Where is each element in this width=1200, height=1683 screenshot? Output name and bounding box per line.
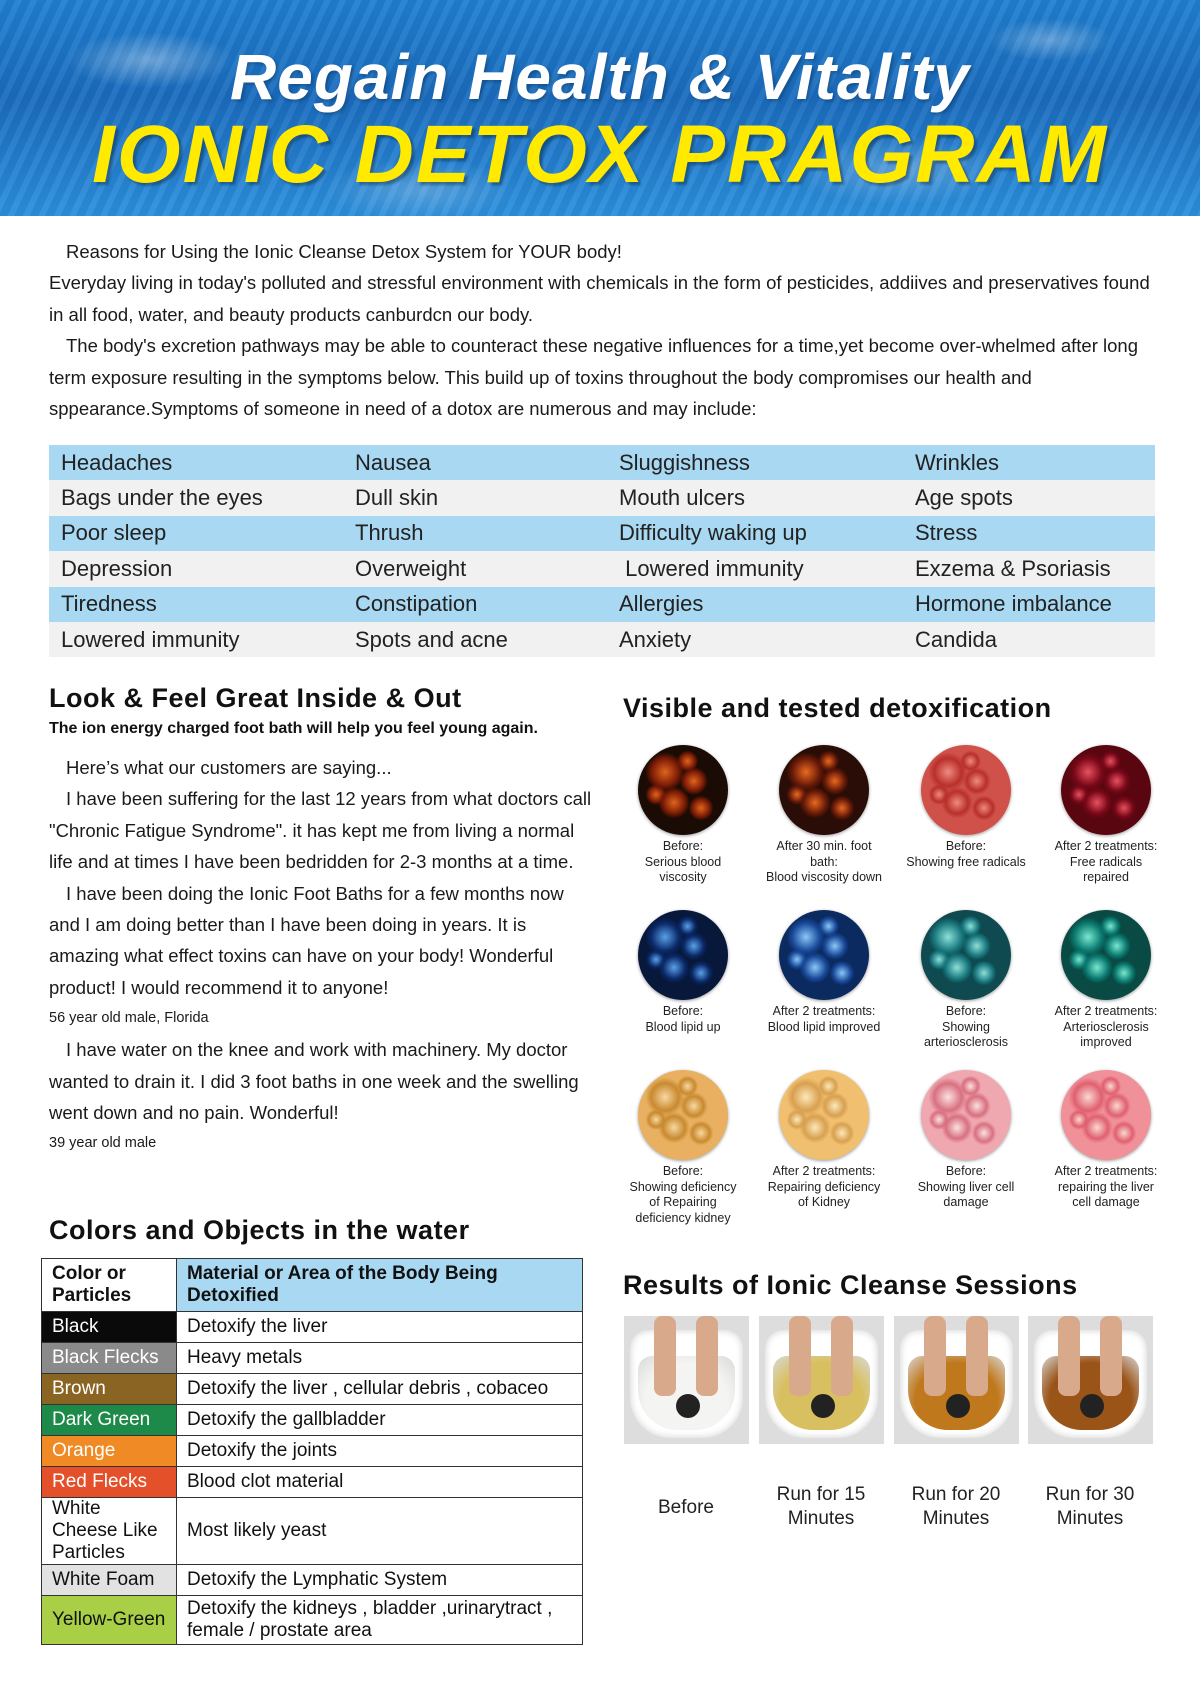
symptom-item: Headaches: [61, 449, 173, 475]
result-label: Run for 30 Minutes: [1045, 1484, 1135, 1529]
symptom-item: Mouth ulcers: [619, 485, 745, 511]
intro-text: [49, 236, 1169, 424]
symptoms-table: [49, 445, 1155, 657]
symptom-item: Tiredness: [61, 591, 157, 617]
color-name: Brown: [42, 1374, 177, 1405]
colors-header-col2: Material or Area of the Body Being Detoxified: [177, 1259, 583, 1312]
symptom-item: Thrush: [355, 520, 424, 546]
symptom-item: Lowered immunity: [619, 555, 804, 581]
color-meaning: Most likely yeast: [177, 1498, 583, 1565]
color-row: [42, 1565, 583, 1596]
symptom-item: Stress: [915, 520, 978, 546]
testimonial-1a: I have been suffering for the last 12 years from what doctors call "Chronic Fatigue Syndrome". it has kept me from living a normal life and at times I have been bedridden for 2-3 months at a time.: [49, 788, 592, 873]
color-meaning: Heavy metals: [177, 1343, 583, 1374]
detox-image-caption: After 30 min. foot bath: Blood viscosity down: [765, 839, 883, 884]
microscope-image: [921, 910, 1011, 1000]
detox-image-cell: [1035, 910, 1177, 1051]
symptom-item: Candida: [915, 626, 997, 652]
microscope-image: [1061, 910, 1151, 1000]
intro-p2: Everyday living in today's polluted and stressful environment with chemicals in the form of pesticides, addiives and preservatives found in all food, water, and beauty products canburdcn our body.: [49, 272, 1150, 325]
detox-image-cell: [895, 910, 1037, 1051]
detox-image-caption: Before: Showing liver cell damage: [917, 1164, 1015, 1209]
detox-image-cell: [753, 1070, 895, 1211]
color-row: [42, 1343, 583, 1374]
detox-image-cell: [753, 910, 895, 1035]
detox-image-caption: After 2 treatments: Repairing deficiency of Kidney: [767, 1164, 881, 1209]
testimonial-1-attribution: 56 year old male, Florida: [49, 1010, 209, 1027]
visible-title: Visible and tested detoxification: [623, 693, 1052, 723]
detox-image-cell: [1035, 745, 1177, 886]
symptom-row: [49, 480, 1155, 515]
symptom-row: [49, 587, 1155, 622]
symptom-item: Poor sleep: [61, 520, 167, 546]
colors-table: [41, 1258, 583, 1645]
detox-image-cell: [612, 745, 754, 886]
color-row: [42, 1312, 583, 1343]
microscope-image: [779, 910, 869, 1000]
symptom-item: Allergies: [619, 591, 704, 617]
detox-image-caption: After 2 treatments: repairing the liver cell damage: [1054, 1164, 1158, 1209]
color-name: Yellow-Green: [42, 1596, 177, 1645]
detox-image-caption: After 2 treatments: Arteriosclerosis improved: [1054, 1004, 1158, 1049]
color-name: Orange: [42, 1436, 177, 1467]
look-subtitle: The ion energy charged foot bath will help you feel young again.: [49, 720, 538, 737]
microscope-image: [921, 745, 1011, 835]
result-label: Run for 20 Minutes: [911, 1484, 1001, 1529]
color-meaning: Detoxify the joints: [177, 1436, 583, 1467]
symptom-item: Dull skin: [355, 485, 439, 511]
color-row: [42, 1596, 583, 1645]
color-meaning: Blood clot material: [177, 1467, 583, 1498]
color-row: [42, 1405, 583, 1436]
detox-image-cell: [895, 1070, 1037, 1211]
microscope-image: [921, 1070, 1011, 1160]
foot-bath-photo: [894, 1316, 1019, 1444]
symptom-row: [49, 551, 1155, 586]
result-label: Run for 15 Minutes: [776, 1484, 866, 1529]
symptom-item: Constipation: [355, 591, 478, 617]
testimonial-2-attribution: 39 year old male: [49, 1135, 157, 1152]
foot-bath-photo: [1028, 1316, 1153, 1444]
detox-image-caption: Before: Showing deficiency of Repairing deficiency kidney: [629, 1164, 737, 1225]
color-name: White Cheese Like Particles: [42, 1498, 177, 1565]
symptom-row: [49, 516, 1155, 551]
detox-image-caption: Before: Serious blood viscosity: [644, 839, 722, 884]
microscope-image: [638, 1070, 728, 1160]
results-title: Results of Ionic Cleanse Sessions: [623, 1270, 1078, 1300]
color-row: [42, 1374, 583, 1405]
color-row: [42, 1436, 583, 1467]
symptom-row: [49, 445, 1155, 480]
detox-image-cell: [1035, 1070, 1177, 1211]
result-label: Before: [658, 1497, 714, 1518]
color-name: Dark Green: [42, 1405, 177, 1436]
testimonials-intro: Here’s what our customers are saying...: [66, 757, 392, 778]
microscope-image: [638, 910, 728, 1000]
microscope-image: [638, 745, 728, 835]
intro-p3: The body's excretion pathways may be able to counteract these negative influences for a time,yet become over-whelmed after long term exposure resulting in the symptoms below. This build up of toxins throughout the body compromises our health and sppearance.Symptoms of someone in need of a dotox are numerous and may include:: [49, 335, 1138, 420]
detox-image-cell: [612, 910, 754, 1035]
microscope-image: [779, 745, 869, 835]
symptom-item: Nausea: [355, 449, 431, 475]
foot-bath-photo: [624, 1316, 749, 1444]
microscope-image: [779, 1070, 869, 1160]
detox-image-cell: [612, 1070, 754, 1226]
color-name: White Foam: [42, 1565, 177, 1596]
header-title-line2: IONIC DETOX PRAGRAM: [92, 109, 1108, 200]
colors-title: Colors and Objects in the water: [49, 1215, 470, 1245]
symptom-item: Spots and acne: [355, 626, 508, 652]
detox-image-caption: After 2 treatments: Blood lipid improved: [767, 1004, 881, 1034]
symptom-item: Exzema & Psoriasis: [915, 555, 1111, 581]
detox-image-cell: [753, 745, 895, 886]
detox-image-caption: Before: Showing free radicals: [906, 839, 1026, 869]
color-meaning: Detoxify the Lymphatic System: [177, 1565, 583, 1596]
testimonials: [49, 752, 594, 1159]
symptom-item: Anxiety: [619, 626, 692, 652]
microscope-image: [1061, 1070, 1151, 1160]
symptom-row: [49, 622, 1155, 657]
header-title-line1: Regain Health & Vitality: [230, 41, 970, 113]
color-row: [42, 1498, 583, 1565]
symptom-item: Difficulty waking up: [619, 520, 807, 546]
detox-image-caption: After 2 treatments: Free radicals repaired: [1054, 839, 1158, 884]
colors-header-col1: Color or Particles: [42, 1259, 177, 1312]
look-title: Look & Feel Great Inside & Out: [49, 683, 462, 713]
color-meaning: Detoxify the liver , cellular debris , cobaceo: [177, 1374, 583, 1405]
symptom-item: Sluggishness: [619, 449, 750, 475]
color-name: Red Flecks: [42, 1467, 177, 1498]
symptom-item: Lowered immunity: [61, 626, 240, 652]
symptom-item: Depression: [61, 555, 173, 581]
color-meaning: Detoxify the kidneys , bladder ,urinarytract , female / prostate area: [177, 1596, 583, 1645]
detox-image-cell: [895, 745, 1037, 870]
color-meaning: Detoxify the liver: [177, 1312, 583, 1343]
testimonial-2: I have water on the knee and work with machinery. My doctor wanted to drain it. I did 3 foot baths in one week and the swelling went down and no pain. Wonderful!: [49, 1039, 579, 1124]
testimonial-1b: I have been doing the Ionic Foot Baths for a few months now and I am doing better than I have been doing in years. It is amazing what effect toxins can have on your body! Wonderful product! I would recommend it to anyone!: [49, 882, 564, 998]
color-row: [42, 1467, 583, 1498]
microscope-image: [1061, 745, 1151, 835]
color-name: Black Flecks: [42, 1343, 177, 1374]
symptom-item: Age spots: [915, 485, 1013, 511]
symptom-item: Wrinkles: [915, 449, 999, 475]
header-banner: [0, 0, 1200, 216]
color-meaning: Detoxify the gallbladder: [177, 1405, 583, 1436]
color-name: Black: [42, 1312, 177, 1343]
detox-image-caption: Before: Blood lipid up: [645, 1004, 721, 1034]
symptom-item: Bags under the eyes: [61, 485, 263, 511]
intro-p1: Reasons for Using the Ionic Cleanse Detox System for YOUR body!: [66, 241, 622, 262]
symptom-item: Hormone imbalance: [915, 591, 1112, 617]
detox-image-caption: Before: Showing arteriosclerosis: [923, 1004, 1009, 1049]
symptom-item: Overweight: [355, 555, 467, 581]
foot-bath-photo: [759, 1316, 884, 1444]
